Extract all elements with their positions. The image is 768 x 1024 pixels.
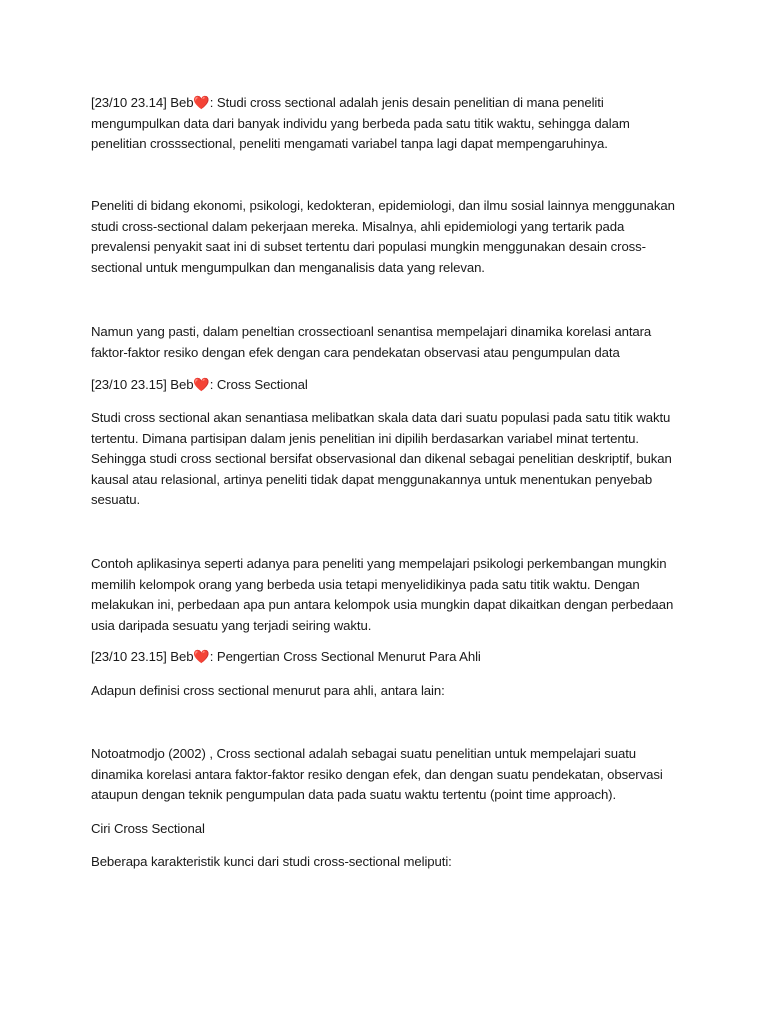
paragraph-researchers: Peneliti di bidang ekonomi, psikologi, kedokteran, epidemiologi, dan ilmu sosial lainnya menggunakan studi cross-sectional dalam pekerjaan mereka. Misalnya, ahli epidemiologi yang tertarik pada prevalensi penyakit saat ini di subset tertentu dari populasi mungkin menggunakan desain cross-sectional untuk mengumpulkan dan menganalisis data yang relevan. xyxy=(91,198,675,275)
paragraph-correlation: Namun yang pasti, dalam peneltian crossectioanl senantisa mempelajari dinamika korelasi antara faktor-faktor resiko dengan efek dengan cara pendekatan observasi atau pengumpulan data xyxy=(91,324,652,360)
paragraph-definition-intro: Adapun definisi cross sectional menurut para ahli, antara lain: xyxy=(91,683,445,698)
paragraph-observational: Studi cross sectional akan senantiasa melibatkan skala data dari suatu populasi pada satu titik waktu tertentu. Dimana partisipan dalam jenis penelitian ini dipilih berdasarkan variabel minat tertentu. Sehingga studi cross sectional bersifat observasional dan dikenal sebagai penelitian deskriptif, bukan kausal atau relasional, artinya peneliti tidak dapat menggunakannya untuk menentukan penyebab sesuatu. xyxy=(91,410,672,507)
paragraph-heading-experts: [23/10 23.15] Beb❤️: Pengertian Cross Sectional Menurut Para Ahli xyxy=(91,649,481,664)
paragraph-characteristics-intro: Beberapa karakteristik kunci dari studi cross-sectional meliputi: xyxy=(91,854,452,869)
paragraph-notoatmodjo: Notoatmodjo (2002) , Cross sectional adalah sebagai suatu penelitian untuk mempelajari suatu dinamika korelasi antara faktor-faktor resiko dengan efek, dan dengan suatu pendekatan, observasi ataupun dengan teknik pengumpulan data pada suatu waktu tertentu (point time approach). xyxy=(91,746,663,802)
paragraph-heading-cross-sectional: [23/10 23.15] Beb❤️: Cross Sectional xyxy=(91,377,308,392)
paragraph-example: Contoh aplikasinya seperti adanya para peneliti yang mempelajari psikologi perkembangan mungkin memilih kelompok orang yang berbeda usia tetapi menyelidikinya pada satu titik waktu. Dengan melakukan ini, perbedaan apa pun antara kelompok usia mungkin dapat dikaitkan dengan perbedaan usia daripada sesuatu yang terjadi seiring waktu. xyxy=(91,556,674,633)
paragraph-heading-ciri: Ciri Cross Sectional xyxy=(91,821,205,836)
paragraph-definition: [23/10 23.14] Beb❤️: Studi cross sectional adalah jenis desain penelitian di mana peneliti mengumpulkan data dari banyak individu yang berbeda pada satu titik waktu, sehingga dalam penelitian crosssectional, peneliti mengamati variabel tanpa lagi dapat mempengaruhinya. xyxy=(91,95,630,151)
